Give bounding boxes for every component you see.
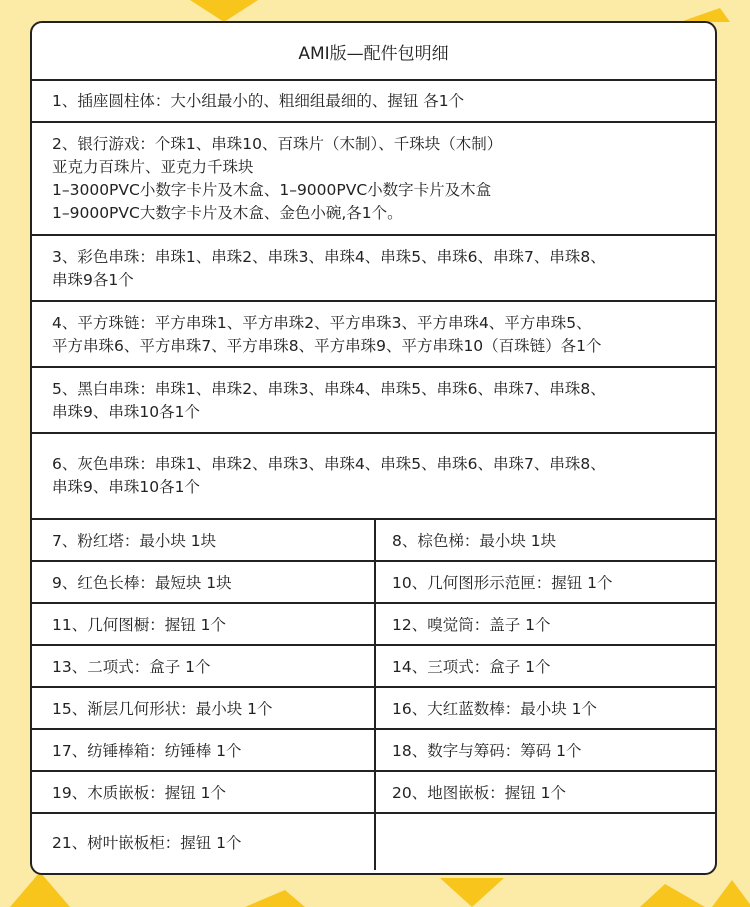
- table-row: [32, 772, 715, 814]
- table-row: [32, 123, 715, 236]
- decor-triangle: [680, 8, 730, 22]
- table-cell: 11、几何图橱：握钮 1个: [32, 604, 376, 644]
- row-text: 6、灰色串珠：串珠1、串珠2、串珠3、串珠4、串珠5、串珠6、串珠7、串珠8、: [52, 455, 606, 473]
- table-row: [32, 688, 715, 730]
- decor-triangle: [640, 884, 705, 907]
- table-cell: 10、几何图形示范匣：握钮 1个: [392, 574, 613, 592]
- table-row: [32, 562, 715, 604]
- table-row: [32, 814, 715, 870]
- row-text: 串珠9、串珠10各1个: [52, 403, 200, 421]
- table-cell: 14、三项式：盒子 1个: [392, 658, 551, 676]
- row-text: 4、平方珠链：平方串珠1、平方串珠2、平方串珠3、平方串珠4、平方串珠5、: [52, 314, 592, 332]
- decor-triangle: [10, 872, 70, 907]
- row-text: 亚克力百珠片、亚克力千珠块: [52, 158, 254, 176]
- row-text: 2、银行游戏：个珠1、串珠10、百珠片（木制）、千珠块（木制）: [52, 135, 503, 153]
- table-cell: 19、木质嵌板：握钮 1个: [32, 772, 376, 812]
- table-row: [32, 520, 715, 562]
- table-cell: 16、大红蓝数棒：最小块 1个: [392, 700, 598, 718]
- decor-triangle: [440, 878, 504, 907]
- table-cell: 9、红色长棒：最短块 1块: [32, 562, 376, 602]
- table-cell: 21、树叶嵌板柜：握钮 1个: [32, 814, 376, 870]
- table-cell: 12、嗅觉筒：盖子 1个: [392, 616, 551, 634]
- row-text: 5、黑白串珠：串珠1、串珠2、串珠3、串珠4、串珠5、串珠6、串珠7、串珠8、: [52, 380, 606, 398]
- table-cell: 7、粉红塔：最小块 1块: [32, 520, 376, 560]
- table-title: AMI版—配件包明细: [32, 23, 715, 81]
- row-text: 3、彩色串珠：串珠1、串珠2、串珠3、串珠4、串珠5、串珠6、串珠7、串珠8、: [52, 248, 606, 266]
- row-text: 串珠9、串珠10各1个: [52, 478, 200, 496]
- table-cell: 20、地图嵌板：握钮 1个: [392, 784, 567, 802]
- table-cell: 15、渐层几何形状：最小块 1个: [32, 688, 376, 728]
- table-row: [32, 81, 715, 123]
- table-cell: 18、数字与筹码：筹码 1个: [392, 742, 582, 760]
- table-row: [32, 604, 715, 646]
- row-text: 平方串珠6、平方串珠7、平方串珠8、平方串珠9、平方串珠10（百珠链）各1个: [52, 337, 602, 355]
- row-text: 串珠9各1个: [52, 271, 134, 289]
- row-text: 1–9000PVC大数字卡片及木盒、金色小碗,各1个。: [52, 204, 403, 222]
- table-cell: 13、二项式：盒子 1个: [32, 646, 376, 686]
- parts-list-table: [30, 21, 717, 875]
- decor-triangle: [190, 0, 258, 22]
- table-cell-empty: [376, 814, 715, 870]
- table-row: [32, 236, 715, 302]
- row-text: 1–3000PVC小数字卡片及木盒、1–9000PVC小数字卡片及木盒: [52, 181, 492, 199]
- table-row: [32, 368, 715, 434]
- table-row: [32, 646, 715, 688]
- table-row: [32, 434, 715, 520]
- table-cell: 8、棕色梯：最小块 1块: [392, 532, 557, 550]
- table-cell: 17、纺锤棒箱：纺锤棒 1个: [32, 730, 376, 770]
- row-text: 1、插座圆柱体：大小组最小的、粗细组最细的、握钮 各1个: [52, 92, 465, 110]
- decor-triangle: [712, 880, 750, 907]
- decor-triangle: [245, 890, 305, 907]
- table-row: [32, 302, 715, 368]
- table-row: [32, 730, 715, 772]
